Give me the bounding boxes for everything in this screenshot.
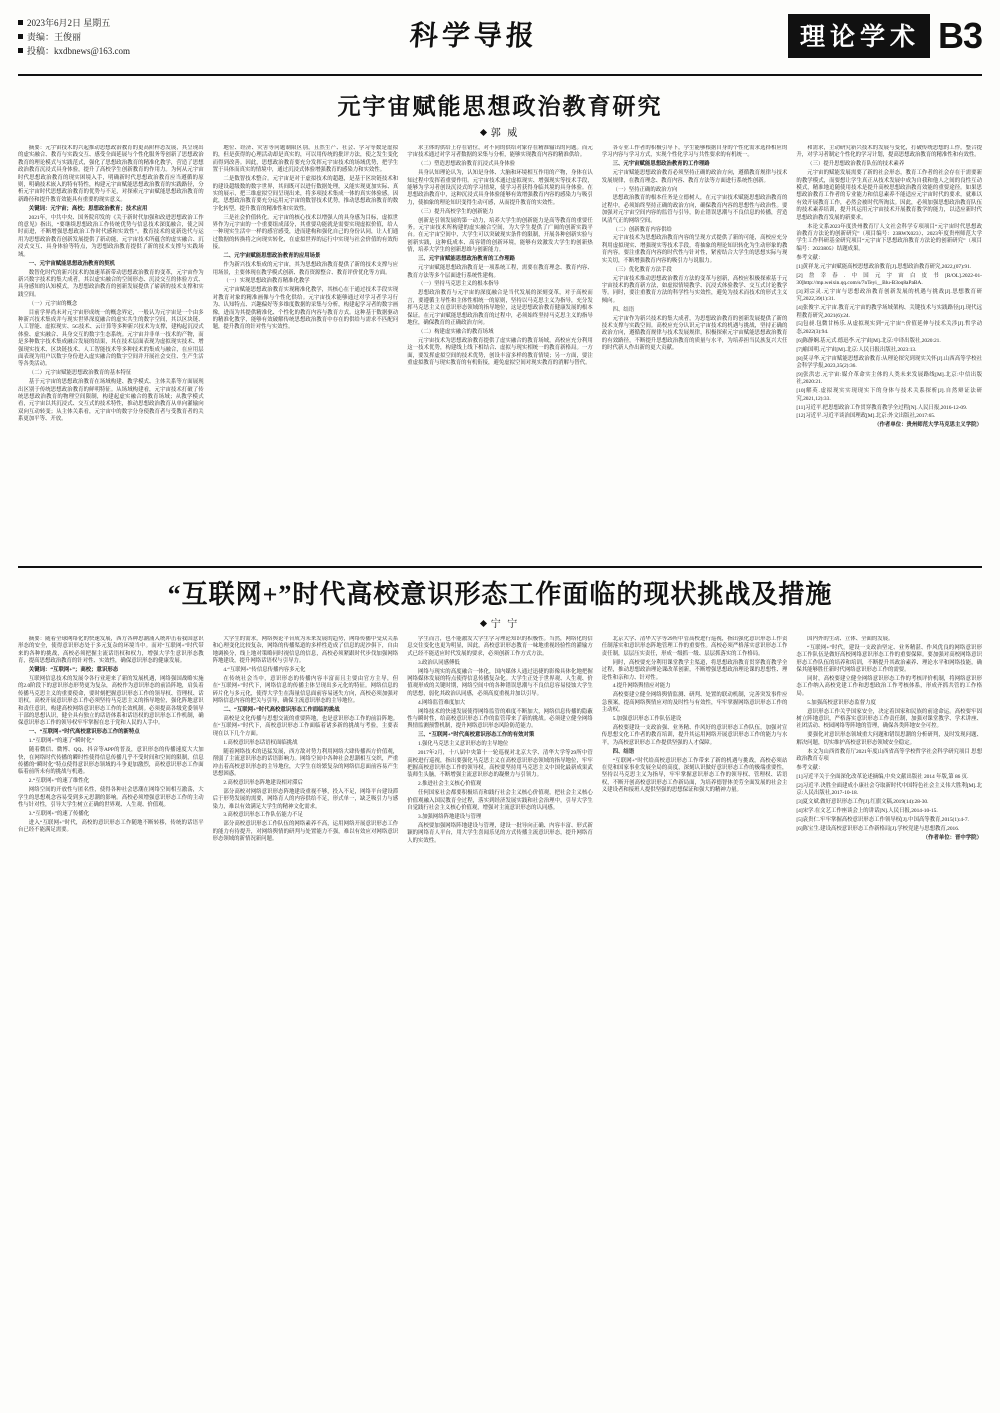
author-affiliation: （作者单位：晋中学院）: [922, 834, 982, 841]
reference-item: [9]张洪忠.元宇宙:媒介革命实主体的人类未来发展路线[M].北京:中信出版社,2020:21.: [796, 371, 982, 386]
funding-note: 本文为山西省教育厅2021年度山西省高等学校哲学社会科学研究项目 思想政治教育专项: [796, 748, 982, 763]
paragraph: 元宇宙技术为思想政治教育内容的呈现方式提供了新的可能，高校应充分利用虚拟现实、增强现实等技术手段，将抽象的理论知识转化为生动形象的教育内容。要注重教育内容的时代性与针对性，紧密结合大学生的思想实际与现实关切，不断增强教育内容的吸引力与说服力。: [601, 235, 788, 264]
reference-item: [1]黄祥龙.元宇宙赋能高校思想政治教育[J].思想政治教育研究,2022,(07):91.: [796, 263, 972, 270]
subsection-heading: （一）坚持马克思主义的根本指导: [417, 281, 499, 288]
column-3: [407, 145, 593, 560]
subsection-heading: 1.高校意识形态话语权面临挑战: [223, 739, 298, 746]
keywords: 关键词：元宇宙；高校；思想政治教育；技术应用: [28, 205, 148, 212]
paragraph: 任何国家社会都要积极培育和践行社会主义核心价值观，把社会主义核心价值观融入国民教育全过程，落实到经济发展实践和社会治理中，引导大学生自觉践行社会主义核心价值观，增强对主流意识形态的认同感。: [407, 790, 593, 812]
subsection-heading: （二）元宇宙赋能思想政治教育的基本特征: [28, 370, 132, 377]
paragraph: 二是数智技术整合。元宇宙是对于虚拟技术的超越，是基于区块链技术和的建设超级数的数字世界，其间既可以进行数据处理，又能实现更加实际、真实的展示，把三维虚拟空间呈现出来，将多项技术集成一体的真实体验感。因此，思想政治教育要充分运用元宇宙的数智技术优势，推动思想政治教育的数字化转型，提升教育的精准性和实效性。: [212, 176, 399, 212]
paragraph: “互联网+”时代给高校意识形态工作带来了新的机遇与挑战，高校必须站在党和国家事业发展全局的高度，深刻认识做好意识形态工作的极端重要性，坚持以马克思主义为指导，牢牢掌握意识形态工作的领导权、管理权、话语权，不断开创高校意识形态工作新局面，为培养德智体美劳全面发展的社会主义建设者和接班人提供坚强的思想保证和强大的精神力量。: [601, 757, 788, 794]
paragraph: 意识形态工作关乎国家安全，决定着国家和民族的前途命运。高校要牢固树立阵地意识，严格落实意识形态工作责任制，加强对课堂教学、学术讲座、社团活动、校园网络等阵地的管理，确保各类阵地安全可控。: [796, 708, 982, 730]
article-divider: [18, 566, 982, 568]
paragraph: 北京大学、清华大学等29所中管高校进行巡视，指出强化意识形态工作责任制落实和意识形态阵地管理工作的重要性。高校必须严格落实意识形态工作责任制，层层压实责任，形成一级抓一级、层层抓落实的工作格局。: [601, 636, 788, 657]
article-internet-ideology: [18, 574, 982, 1276]
paragraph: 在传统社会当中，意识形态的传播内容丰富而且主要由官方主导，但在“互联网+”时代下，网络信息的传播主体呈现出多元化的特征。网络信息的碎片化与多元化，使得大学生在海量信息面前容易迷失方向，高校必须加强对网络信息内容的把关与引导，确保主流意识形态的主导地位。: [212, 676, 399, 705]
column-2: [213, 145, 399, 560]
article1-columns: [18, 145, 982, 560]
article-metaverse: [18, 76, 982, 560]
paragraph: 大学生的需求，网络舆论平台成为未来发展的趋势，网络传播中受众关系和心理变化比较复杂，网络的传播渠道的多样性造成了信息的泥沙俱下，自由地调换分，线上地对策略同时视信息的信息，高校必须紧跟时代步伐加强网络阵地建设，提升网络话语权与引导力。: [212, 636, 399, 665]
reference-item: [6]陈宝生.建设高校意识形态工作新格局[J].学校党建与思想教育,2016.: [796, 825, 960, 832]
publication-date: 2023年6月2日 星期五: [18, 16, 130, 30]
section-heading: 三、元宇宙赋能思想政治教育的工作理路: [612, 161, 710, 168]
paragraph: 同时，高校要充分利用课堂教学主渠道，将思想政治教育贯穿教育教学全过程，推动思想政治理论课改革创新，不断增强思想政治理论课的思想性、理论性和亲和力、针对性。: [601, 659, 788, 681]
paragraph: 随着微信、微博、QQ、抖音等APP的普及，意识形态的传播速度大大加快，在网络时代传播的瞬时性使得信息传播几乎不受时间和空间的限制，信息传播的“瞬时化”特点使得意识形态领域的斗争更加激烈，高校意识形态工作面临着前所未有的挑战与机遇。: [18, 747, 204, 776]
paragraph: 元宇宙赋能思想政治教育实现精准化教学，其核心在于通过技术手段实现对教育对象的精准画像与个性化供给。元宇宙技术能够通过对学习者学习行为、认知特点、兴趣偏好等多维度数据的采集与分析，构建起学习者的数字画像，进而为其提供精准化、个性化的教育内容与教育方式。这种基于数据驱动的精准化教学，能够有效破解传统思想政治教育中存在的供给与需求不匹配问题，提升教育的针对性与实效性。: [212, 287, 399, 331]
paragraph: 部分高校意识形态工作队伍的网络素养不高，运用网络开展意识形态工作的能力有待提升，对网络舆情的研判与处置能力不强，难以有效应对网络意识形态领域的新情况新问题。: [212, 821, 399, 843]
subsection-heading: 3.加强网络阵地建设与管理: [417, 813, 482, 820]
subsection-heading: （三）优化教育方法手段: [612, 266, 672, 273]
subsection-heading: 1.“互联网+”的速了“瞬时化”: [28, 738, 94, 745]
paragraph: 学生而言，也不能激发大学生学习理论知识的积极性。当然，网络化的信息交往变化也更为明显，因此，高校意识形态教育一味地重视经验性的灌输方式已经不能适应时代发展的要求，必须创新工作方式方法。: [407, 636, 593, 657]
column-2: [213, 636, 399, 1276]
section-label: 理论学术: [788, 14, 930, 58]
reference-item: [1]习近平关于全面深化改革论述摘编,中央文献出版社 2014 年版,第 86 页.: [796, 773, 969, 780]
subsection-heading: （三）提升高校学生的创新能力: [417, 208, 494, 215]
subsection-heading: 2.高校意识形态阵地建设相对滞后: [223, 779, 303, 786]
reference-item: [5]袁贵仁.牢牢掌握高校意识形态工作领导权[J].中国高等教育,2015(1):4-7.: [796, 816, 969, 823]
reference-item: [2]习近平.决胜全面建成小康社会夺取新时代中国特色社会主义伟大胜利[M].北京:人民出版社,2017-10-18.: [796, 782, 982, 797]
masthead: [18, 14, 982, 76]
subsection-heading: （二）构建虚实融合的教育场域: [417, 328, 494, 335]
paragraph: 高校要建立健全网络舆情监测、研判、处置的联动机制，完善突发事件应急预案，提高网络舆情应对的及时性与有效性，牢牢掌握网络意识形态工作的主动权。: [601, 692, 788, 714]
paper-name: 科学导报: [408, 21, 539, 52]
reference-item: [3]刘宗灵.元宇宙与思想政治教育创新发展的机遇与挑战[J].思想教育研究,2022,39(1):31.: [796, 288, 982, 303]
paragraph: 思想政治教育与元宇宙的深度融合是当代发展的深刻变革，对于高校而言，要遵循主导性和主体性相统一的原则，坚持以马克思主义为指导，充分发挥马克思主义在意识形态领域的指导地位，这是思想政治教育健康发展的根本保证。在元宇宙赋能思想政治教育的过程中，必须始终坚持马克思主义的指导地位，确保教育的正确政治方向。: [407, 290, 593, 326]
subsection-heading: （一）元宇宙的概念: [28, 300, 78, 307]
paragraph: 摘要：元宇宙技术的兴起推动思想政治教育的更高阶样态发展，其呈现出的虚实融合、教育与实践交互、感受全面延展与个性化服务等创新了思想政治教育的理论模式与实践范式，强化了思想政治教育的精准化教学，营造了思想政治教育沉浸式具身体验，提升了高校学生创新教育的作用力。为何从元宇宙时代思想政治教育的现实困境入手，明确新时代思想政治教育应当遵循的原则，明确技术嵌入的特有特性，构建元宇宙赋能思想政治教育的实践路径，分析元宇宙时代思想政治教育的优势与不足，对探索元宇宙赋能思想政治教育的新路径和提升教育效能具有重要的现实意义。: [18, 145, 204, 203]
subsection-heading: （二）创新教育内容供给: [612, 226, 672, 233]
paragraph: 高校是文化传播与思想交流的重要阵地，也是意识形态工作的前沿阵地。在“互联网+”时代下，高校意识形态工作面临着诸多新的挑战与考验，主要表现在以下几个方面。: [212, 716, 399, 737]
paragraph: 2017年2月，十八届中央第十一轮巡视对北京大学、清华大学等29所中管高校进行巡视，指出要强化马克思主义在高校意识形态领域的指导地位，牢牢把握高校意识形态工作的领导权。高校要坚持用马克思主义中国化最新成果武装师生头脑，不断增强主流意识形态的凝聚力与引领力。: [407, 750, 593, 779]
paragraph: 创新是引领发展的第一动力，培养大学生的创新能力是高等教育的重要任务。元宇宙技术所构建的虚实融合空间，为大学生提供了广阔的创新实践平台。在元宇宙空间中，大学生可以突破现实条件的限制，开展各种创新实验与创新实践，这种低成本、高容错的创新环境，能够有效激发大学生的创新热情，培养大学生的创新思维与创新能力。: [407, 217, 593, 254]
keywords: 关键词：“互联网+”；高校；意识形态: [28, 667, 119, 674]
article-byline: 郭 威: [18, 124, 982, 139]
subsection-heading: 3.政治认同感傅低: [417, 659, 460, 666]
paragraph: 和需求，主动研究新兴技术的发展与变化，打破传统思想的工作，整合提升，对学习者制定个性化的学习计划，提高思想政治教育的精准性和有效性。: [796, 145, 982, 159]
paragraph: 三是社会价值转化。元宇宙的核心技术以增强人的具身感为目标，虚拟世界作为元宇宙的一个重要组成部分，其重要功能就是需要实现虚拟价值，给人一种现实生活中一样的感官感受，进而建构和强化自己的身份认同，让人们通过数据的转换将之向现实转化，在虚拟世界的运行中实现与社会价值的有效衔接。: [212, 214, 399, 251]
subsection-heading: 4.“互联网+”传信息传播内容多元化: [223, 667, 306, 674]
paragraph: 基于元宇宙的思想政治教育在场域构建、教学模式、主体关系等方面展现出区别于传统思想政治教育的鲜明特征。从场域构建看，元宇宙技术打破了传统思想政治教育的物理空间限制，构建起虚实融合的教育场域；从教学模式看，元宇宙以其沉浸式、交互式的技术特性，推动思想政治教育从单向灌输向双向互动转变；从主体关系看，元宇宙中的数字分身使教育者与受教育者的关系更加平等、开放。: [18, 379, 204, 423]
page-title: 元宇宙赋能思想政治教育研究: [337, 94, 663, 119]
paragraph: 网络与现实的高度融合一体化，国内媒体人通过迅捷的影像具体化地把握网络媒体发展的特点使得信息传播复杂化。大学生正处于世界观、人生观、价值观形成的关键时期，网络空间中的各种错误思潮与不良信息容易侵蚀大学生的思想，弱化其政治认同感，必须高度重视并加以引导。: [407, 668, 593, 697]
reference-item: [4]张俊宇.元宇宙.教育元宇宙的教学场域架构、关键技术与实践路径[J].现代远程教育研究,2021(6):24.: [796, 305, 982, 319]
subsection-heading: 5.加强意识形态工作队伍建设: [612, 716, 682, 723]
subsection-heading: 3.“互联网+”的速了传播化: [28, 810, 90, 817]
paragraph: 摘要：随着全球网络化的快速发展，西方各种思潮涌入统冲击着我国意识形态的安全，使得意识形态处于多元复杂的环境当中。而对“互联网+”时代带来的各种的挑战，高校必须把握主流话语权和权力，增强大学生意识形态教育，提高思想政治教育的针对性、实效性，确保意识形态的健康发展。: [18, 636, 204, 665]
reference-item: [10]解英.虚拟现实实现现实下的身体与技术关系探析[J].自然辩证法研究,2021,12):33.: [796, 388, 982, 402]
subsection-heading: （二）塑造思想政治教育沉浸式具身体验: [417, 161, 516, 168]
paragraph: 国内外的生动、立体、全面的发展。: [807, 636, 894, 642]
paragraph: “互联网+”时代，建设一支政治坚定、业务精湛、作风优良的网络意识形态工作队伍是做好高校网络意识形态工作的重要保障。要加强对高校网络意识形态工作队伍的培养和培训，不断提升其政治素养、理论水平和网络技能，确保其能够胜任新时代网络意识形态工作的需要。: [796, 644, 982, 674]
page-title-2: “互联网+”时代高校意识形态工作面临的现状挑战及措施: [167, 580, 833, 609]
funding-note: 本论文系2023年度贵州教育厅人文社会科学专项项目“元宇宙时代思想政治教育方法论的创新研究”（项目编号：23RWX023）、2023年度贵州师范大学学生工作科研基金研究项目“元宇宙下思想政治教育方法论的创新研究”（项目编号：2023805）结题成果。: [796, 223, 982, 252]
paragraph: 思想政治教育的根本任务是立德树人，在元宇宙技术赋能思想政治教育的过程中，必须始终坚持正确的政治方向，确保教育内容的思想性与政治性。要加强对元宇宙空间内容的监管与引导，防止错误思潮与不良信息的传播，营造风清气正的网络空间。: [601, 195, 788, 224]
paragraph: 元宇宙的赋能发展需要了新的社会形态，教育工作者的社会存在于需要新的教学模式，而要想让学生真正从技术发展中成为自我和他人之间的良性互动模式，精准地追随使用技术是提升高校思想政治教育效能的重要途径。如果思想政治教育工作者的专业能力和信息素养不能适应元宇宙时代的要求，就难以有效开展教育工作，必然会被时代所淘汰。因此，必须加强思想政治教育队伍的技术素养培训，提升其运用元宇宙技术开展教育教学的能力，以适应新时代思想政治教育发展的新要求。: [796, 170, 982, 221]
reference-item: [4]宋学.在文艺工作座谈会上的讲话[N].人民日报,2014-10-15.: [796, 808, 938, 815]
section-header: [788, 14, 982, 58]
article2-columns: [18, 636, 982, 1276]
column-1: [18, 145, 204, 560]
subsection-heading: （三）提升思想政治教育队伍的技术素养: [807, 161, 905, 168]
paragraph: 网络空间的开放性与匿名性，使得各种社会思潮在网络空间相互激荡，大学生的思想观念容易受到多元思潮的影响。高校必须增强意识形态工作的主动性与针对性，引导大学生树立正确的世界观、人生观、价值观。: [18, 787, 204, 809]
subsection-heading: 1.强化马克思主义意识形态的主导地位: [417, 741, 509, 748]
paragraph: 元宇宙赋能思想政治教育必须坚持正确的政治方向，遵循教育规律与技术发展规律，在教育理念、教育内容、教育方法等方面进行系统性创新。: [601, 170, 788, 184]
paragraph: 随着网络技术的迅猛发展，西方敌对势力利用网络大肆传播西方价值观，削弱了主流意识形态的话语影响力。网络空间中各种社会思潮相互交织，严重冲击着高校意识形态的主导地位，大学生在纷繁复杂的网络信息面前容易产生思想困惑。: [212, 748, 399, 777]
subsection-heading: 2.推进社会主义核心价值观: [417, 781, 482, 788]
subsection-heading: 4.提升网络舆情应对能力: [612, 683, 671, 690]
subsection-heading: 4.网络监管难度加大: [417, 699, 466, 706]
subsection-heading: （一）坚持正确的政治方向: [612, 186, 678, 193]
subsection-heading: 3.高校意识形态工作队伍能力不足: [223, 812, 303, 819]
section-heading: 三、“互联网+”时代高校意识形态工作的有效对策: [417, 732, 535, 739]
paragraph: 互联网信息技术的发展令各行业迎来了新的发展机遇，网络强国战略实施的2.0阶段下的意识形态形势更为复杂，高校作为意识形态的前沿阵地，肩负着传播马克思主义的重要使命，要时刻把握意识形态工作的领导权、管理权、话语权。高校开展意识形态工作必须坚持马克思主义的指导地位，强化阵地意识和责任意识，构建高校网络意识形态工作的长效机制。必须提高各级党委领导干部的思想认识，健全具有独立的话语体系和话语权的意识形态工作机制，确保意识形态工作的领导权牢牢掌握在忠于党和人民的人手中。: [18, 676, 204, 727]
reference-item: [7]喻国明.元宇宙[M].北京:人民日报出版社,2023:13.: [796, 346, 917, 353]
subsection-heading: （一）实现思想政治教育精准化教学: [223, 278, 310, 285]
section-heading: 二、“互联网+”时代高校意识形态工作面临的挑战: [223, 707, 340, 714]
paragraph: 数智化时代的新兴技术的加速革新带动思想政治教育的变革，元宇宙作为新兴数字技术的集大成者，其以虚实融合的空间形态、沉浸交互的体验方式、具身感知的认知模式，为思想政治教育的创新发展提供了崭新的技术支撑和实践空间。: [18, 269, 204, 298]
subsection-heading: 5.加强高校意识形态监督力度: [807, 699, 876, 706]
reference-item: [2]詹幸春.中国元宇宙白皮书[R/OL].2022-01-30]http://mp.weixin.qq.com/s/7nTeyi__Blu-B3oq8aPaBA.: [796, 272, 982, 286]
paragraph: 2021年，中共中央、国务院印发的《关于新时代加强和改进思想政治工作的意见》指出，“要继续思想政治工作传统优势与信息技术深度融合，使之因时而进，不断增强思想政治工作时代感和实效性”。教育技术的更新迭代与运用为思想政治教育创新发展提供了新动能，元宇宙技术所蕴含的虚实融合、沉浸式交互、具身体验等特点，为思想政治教育提供了新的技术支撑与实践场域。: [18, 214, 204, 258]
references-heading: 参考文献：: [796, 254, 824, 261]
paragraph: 各专业工作者的积极引导下，学生能够根据自身的个性化需求选择相应的学习内容与学习方式，实现个性化学习与共性要求的有机统一。: [601, 145, 788, 159]
author-affiliation: （作者单位：贵州师范大学马克思主义学院）: [874, 422, 982, 429]
paragraph: 高校要建设一支政治强、业务精、作风好的意识形态工作队伍，加强对宣传思想文化工作者的教育培训，提升其运用网络开展意识形态工作的能力与水平，为高校意识形态工作提供坚强的人才保障。: [601, 724, 788, 746]
reference-item: [12]习近平.习近平谈治国理政[M].北京:外文出版社,2017:65.: [796, 413, 936, 420]
paragraph: 目前学界尚未对元宇宙形成统一的概念界定，一般认为元宇宙是一个由多种新兴技术集成并与现实世界深度融合的虚实共生的数字空间，其以区块链、人工智能、虚拟现实、5G技术、云计算等多种新兴技术为支撑，建构起沉浸式体验、虚实融合、具身交互的数字生态系统。元宇宙并非单一技术的产物，而是多种数字技术集成融合发展的结果，其在技术层面表现为虚拟现实技术、增强现实技术、区块链技术、人工智能技术等多种技术的集成与融合，在应用层面表现为用户以数字身份进入虚实融合的数字空间并开展社会交往、生产生活等各类活动。: [18, 309, 204, 368]
column-5: [796, 636, 982, 1276]
reference-item: [8]莫寻华.元宇宙赋能思想政治教育:从理论探究到现实关怀[J].山西高等学校社会科学学报,2023,35(2):36.: [796, 355, 982, 369]
reference-item: [11]习近平.把思想政治工作贯穿教育教学全过程[N].人民日报,2016-12-09.: [796, 404, 968, 411]
paragraph: 要强化对意识形态领域重大问题和错误思潮的分析研判，及时发现问题、解决问题，切实维护高校意识形态领域安全稳定。: [796, 732, 982, 746]
column-5: [796, 145, 982, 560]
section-heading: 二、元宇宙赋能思想政治教育的应用场景: [223, 253, 321, 260]
paragraph: 地位、经济、灾害等问题制限区别，且然生产、社会、学习等数是虚拟的，但是获得的心理活动却是真实的，可以用传统的批评方法，使之发生变化而得到改善。因此，思想政治教育要充分发挥元宇宙技术的场域优势，把学生置于具体而真实的情境中，通过沉浸式体验增强教育的感染力和实效性。: [212, 145, 399, 174]
paragraph: 进入“互联网+”时代，高校的意识形态工作随地不断转移，传统的话语平台已经不能满足需要。: [18, 819, 204, 834]
paragraph: 具身认知理论认为，认知是身体、大脑和环境相互作用的产物，身体在认知过程中发挥着重要作用。元宇宙技术通过虚拟现实、增强现实等技术手段，能够为学习者创设沉浸式的学习情境，使学习者获得身临其境的具身体验。在思想政治教育中，这种沉浸式具身体验能够有效增强教育内容的感染力与吸引力，使抽象的理论知识变得生动可感，从而提升教育的实效性。: [407, 170, 593, 206]
column-4: [602, 145, 788, 560]
paragraph: 元宇宙技术推动思想政治教育方法的变革与创新，高校应积极探索基于元宇宙技术的教育新方法，如虚拟情境教学、沉浸式体验教学、交互式讨论教学等。同时，要注重教育方法的科学性与实效性，避免为技术而技术的形式主义倾向。: [601, 275, 788, 304]
masthead-info: [18, 14, 130, 58]
paragraph: 同时，高校要建立健全网络意识形态工作的考核评价机制，将网络意识形态工作纳入高校党建工作和思想政治工作考核体系，形成齐抓共管的工作格局。: [796, 676, 982, 697]
reference-item: [6]陈静娴.基元式.德迅李.元宇宙[M].北京:中译出版社,2020:21.: [796, 337, 941, 344]
paper-logo: [130, 14, 788, 54]
column-3: [407, 636, 593, 1276]
paragraph: 元宇宙赋能思想政治教育是一项系统工程，需要在教育理念、教育内容、教育方法等多个层面进行系统性建构。: [407, 265, 593, 279]
subsection-heading: 2.“互联网+”的速了维性化: [28, 778, 90, 785]
paragraph: 求主体的供给上存在错位，对不同的供给对象存在精准输出的问题。而元宇宙技术通过对学习者数据的采集与分析，能够实现教育内容的精准供给。: [407, 145, 593, 159]
section-heading: 三、元宇宙赋能思想政治教育的工作理路: [417, 256, 516, 263]
paragraph: 部分高校对网络意识形态阵地建设重视不够，投入不足，网络平台建设滞后于形势发展的需要，网络育人的内容供给不足，形式单一，缺乏吸引力与感染力，难以有效满足大学生的精神文化需求。: [212, 788, 399, 810]
paragraph: 元宇宙作为新兴技术的集大成者，为思想政治教育的创新发展提供了新的技术支撑与实践空间。高校应充分认识元宇宙技术的机遇与挑战，坚持正确的政治方向，遵循教育规律与技术发展规律，积极探索元宇宙赋能思想政治教育的有效路径，不断提升思想政治教育的质量与水平，为培养担当民族复兴大任的时代新人作出新的更大贡献。: [601, 315, 788, 352]
article2-byline: 宁 宁: [18, 615, 982, 630]
column-1: [18, 636, 204, 1276]
paragraph: 网络技术的快速发展使得网络监管的难度不断加大，网络信息传播的隐蔽性与瞬时性，给高校意识形态工作的监管带来了新的挑战。必须建立健全网络舆情监测预警机制，提升网络意识形态风险防范能力。: [407, 708, 593, 730]
paragraph: 元宇宙技术为思想政治教育提供了虚实融合的教育场域，高校应充分利用这一技术优势，构建线上线下相结合、虚拟与现实相统一的教育新格局。一方面，要发挥虚拟空间的技术优势，创设丰富多样的教育情境；另一方面，要注重虚拟教育与现实教育的有机衔接，避免虚拟空间对现实教育的消解与替代。: [407, 337, 593, 366]
submission-line: 投稿：kxdbnews@163.com: [18, 44, 130, 58]
section-heading: 四、结语: [612, 748, 635, 755]
paragraph: 高校要加强网络阵地建设与管理，建设一批导向正确、内容丰富、形式新颖的网络育人平台，用大学生喜闻乐见的方式传播主流意识形态，提升网络育人的实效性。: [407, 822, 593, 844]
reference-item: [3]夏文斌.做好意识形态工作[J].红旗文稿,2019(14):28-30.: [796, 799, 929, 806]
section-heading: 一、元宇宙赋能思想政治教育的契机: [28, 260, 116, 267]
subsection-heading: 四、结语: [612, 306, 635, 313]
page-number: B3: [937, 15, 982, 56]
editor-line: 责编：王俊丽: [18, 30, 130, 44]
paragraph: 作为新兴技术集成的元宇宙，其为思想政治教育提供了新的技术支撑与应用场景，主要体现在教学模式创新、教育资源整合、教育评价优化等方面。: [212, 262, 399, 276]
column-4: [602, 636, 788, 1276]
section-heading: 一、“互联网+”时代高校意识形态工作的新特点: [28, 729, 140, 736]
references-heading: 参考文献：: [796, 765, 824, 771]
reference-item: [5]包昶.包微甘杨乐.从虚拟现实到“元宇宙”:价值延伸与技术关涉[J].哲学动态,2022(3):94.: [796, 321, 982, 335]
